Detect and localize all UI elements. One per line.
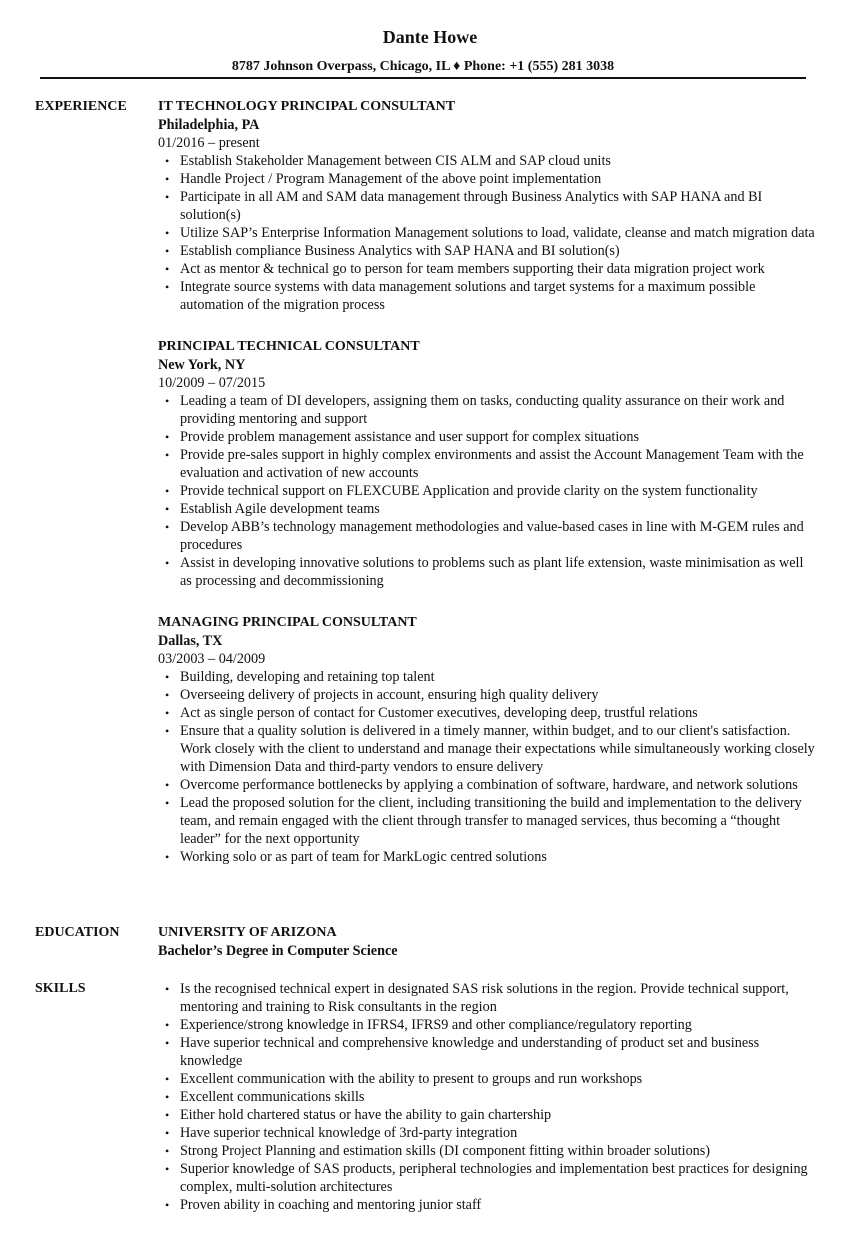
section-label-skills: SKILLS — [35, 981, 86, 996]
job-bullets — [158, 392, 818, 590]
skill-item: • Superior knowledge of SAS products, peripheral technologies and implementation best practices for designing complex, multi-solution architectures — [158, 1160, 818, 1196]
job-bullets — [158, 668, 818, 866]
skill-item: • Excellent communications skills — [158, 1088, 818, 1106]
skills-list — [158, 980, 818, 1214]
experience-list — [158, 98, 818, 866]
job-dates: 10/2009 – 07/2015 — [158, 375, 266, 391]
experience-section — [35, 98, 815, 890]
job-bullet: • Ensure that a quality solution is delivered in a timely manner, within budget, and to our client's satisfaction. Work closely with the client to understand and manage their expectations while simultaneously working closely with Dimension Data and third-party vendors to ensure delivery — [158, 722, 818, 776]
job-bullet: • Working solo or as part of team for MarkLogic centred solutions — [158, 848, 818, 866]
job-bullet: • Establish compliance Business Analytics with SAP HANA and BI solution(s) — [158, 242, 818, 260]
skill-item: • Have superior technical and comprehensive knowledge and understanding of product set and business knowledge — [158, 1034, 818, 1070]
job-bullet: • Provide pre-sales support in highly complex environments and assist the Account Management Team with the evaluation and activation of new accounts — [158, 446, 818, 482]
job-dates: 01/2016 – present — [158, 135, 260, 151]
job-entry — [158, 98, 818, 314]
job-title: IT TECHNOLOGY PRINCIPAL CONSULTANT — [158, 99, 456, 114]
education-section — [35, 924, 815, 960]
job-bullet: • Utilize SAP’s Enterprise Information Management solutions to load, validate, cleanse and match migration data — [158, 224, 818, 242]
skill-item: • Excellent communication with the ability to present to groups and run workshops — [158, 1070, 818, 1088]
job-bullet: • Leading a team of DI developers, assigning them on tasks, conducting quality assurance on their work and providing mentoring and support — [158, 392, 818, 428]
job-bullets — [158, 152, 818, 314]
job-bullet: • Participate in all AM and SAM data management through Business Analytics with SAP HANA and BI solution(s) — [158, 188, 818, 224]
job-entry — [158, 338, 818, 590]
resume-name: Dante Howe — [382, 27, 478, 47]
skill-item: • Have superior technical knowledge of 3rd-party integration — [158, 1124, 818, 1142]
skills-section — [35, 980, 815, 1214]
skill-item: • Proven ability in coaching and mentoring junior staff — [158, 1196, 818, 1214]
degree: Bachelor’s Degree in Computer Science — [158, 943, 398, 959]
job-title: PRINCIPAL TECHNICAL CONSULTANT — [158, 339, 420, 354]
job-bullet: • Act as mentor & technical go to person for team members supporting their data migration project work — [158, 260, 818, 278]
job-bullet: • Overseeing delivery of projects in account, ensuring high quality delivery — [158, 686, 818, 704]
job-entry — [158, 614, 818, 866]
header-divider — [40, 77, 806, 79]
job-dates: 03/2003 – 04/2009 — [158, 651, 266, 667]
job-location: New York, NY — [158, 357, 246, 373]
job-bullet: • Establish Agile development teams — [158, 500, 818, 518]
job-bullet: • Overcome performance bottlenecks by applying a combination of software, hardware, and network solutions — [158, 776, 818, 794]
job-bullet: • Establish Stakeholder Management between CIS ALM and SAP cloud units — [158, 152, 818, 170]
job-bullet: • Handle Project / Program Management of the above point implementation — [158, 170, 818, 188]
job-bullet: • Provide technical support on FLEXCUBE Application and provide clarity on the system functionality — [158, 482, 818, 500]
job-bullet: • Assist in developing innovative solutions to problems such as plant life extension, waste minimisation as well as processing and decommissioning — [158, 554, 818, 590]
skill-item: • Experience/strong knowledge in IFRS4, IFRS9 and other compliance/regulatory reporting — [158, 1016, 818, 1034]
skill-item: • Either hold chartered status or have the ability to gain chartership — [158, 1106, 818, 1124]
job-bullet: • Provide problem management assistance and user support for complex situations — [158, 428, 818, 446]
job-location: Philadelphia, PA — [158, 117, 260, 133]
job-bullet: • Lead the proposed solution for the client, including transitioning the build and implementation to the delivery team, and remain engaged with the client through transfer to managed services, thus becoming a “thought leader” for the next opportunity — [158, 794, 818, 848]
job-bullet: • Integrate source systems with data management solutions and target systems for a maximum possible automation of the migration process — [158, 278, 818, 314]
section-label-experience: EXPERIENCE — [35, 99, 127, 114]
job-bullet: • Building, developing and retaining top talent — [158, 668, 818, 686]
job-title: MANAGING PRINCIPAL CONSULTANT — [158, 615, 417, 630]
school-name: UNIVERSITY OF ARIZONA — [158, 925, 337, 940]
job-location: Dallas, TX — [158, 633, 223, 649]
skill-item: • Is the recognised technical expert in designated SAS risk solutions in the region. Provide technical support, mentoring and training to Risk consultants in the region — [158, 980, 818, 1016]
job-bullet: • Develop ABB’s technology management methodologies and value-based cases in line with M-GEM rules and procedures — [158, 518, 818, 554]
skill-item: • Strong Project Planning and estimation skills (DI component fitting within broader solutions) — [158, 1142, 818, 1160]
contact-line: 8787 Johnson Overpass, Chicago, IL ♦ Phone: +1 (555) 281 3038 — [231, 59, 615, 74]
section-label-education: EDUCATION — [35, 925, 120, 940]
job-bullet: • Act as single person of contact for Customer executives, developing deep, trustful relations — [158, 704, 818, 722]
